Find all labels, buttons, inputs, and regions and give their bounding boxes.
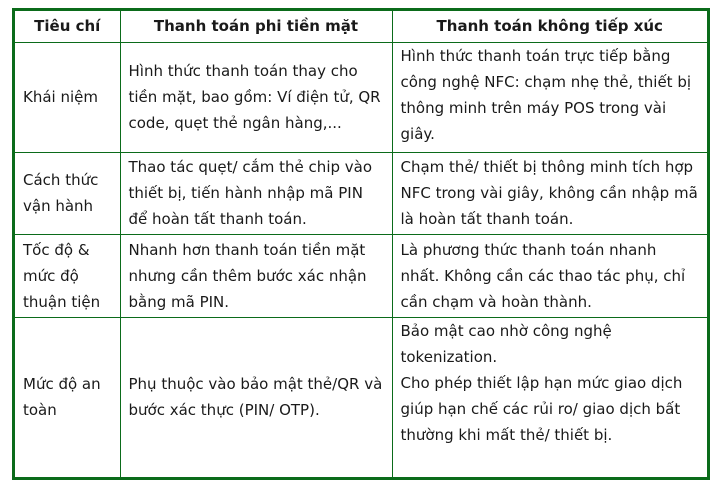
cell-criterion: Cách thức vận hành (15, 152, 120, 234)
cell-contactless: Hình thức thanh toán trực tiếp bằng công nghệ NFC: chạm nhẹ thẻ, thiết bị thông minh trên máy POS trong vài giây. (392, 42, 707, 152)
header-criterion: Tiêu chí (15, 11, 120, 42)
security-line-tokenization: Bảo mật cao nhờ công nghệ tokenization. (400, 321, 612, 366)
cell-contactless (392, 317, 707, 477)
cell-cashless: Thao tác quẹt/ cắm thẻ chip vào thiết bị, tiến hành nhập mã PIN để hoàn tất thanh toán. (120, 152, 392, 234)
cell-criterion: Khái niệm (15, 42, 120, 152)
table-row-security (15, 317, 707, 477)
security-line-limits: Cho phép thiết lập hạn mức giao dịch giúp hạn chế các rủi ro/ giao dịch bất thường khi mất thẻ/ thiết bị. (400, 373, 683, 444)
table-row-speed-convenience (15, 234, 707, 317)
header-contactless-payment: Thanh toán không tiếp xúc (392, 11, 707, 42)
table-row-concept (15, 42, 707, 152)
cell-cashless: Nhanh hơn thanh toán tiền mặt nhưng cần thêm bước xác nhận bằng mã PIN. (120, 234, 392, 317)
header-cashless-payment: Thanh toán phi tiền mặt (120, 11, 392, 42)
cell-criterion: Mức độ an toàn (15, 317, 120, 477)
table-row-operation (15, 152, 707, 234)
comparison-table (15, 11, 707, 477)
table-header-row (15, 11, 707, 42)
cell-contactless: Chạm thẻ/ thiết bị thông minh tích hợp NFC trong vài giây, không cần nhập mã là hoàn tất thanh toán. (392, 152, 707, 234)
cell-cashless: Hình thức thanh toán thay cho tiền mặt, bao gồm: Ví điện tử, QR code, quẹt thẻ ngân hàng,... (120, 42, 392, 152)
cell-cashless: Phụ thuộc vào bảo mật thẻ/QR và bước xác thực (PIN/ OTP). (120, 317, 392, 477)
comparison-table-container (12, 8, 710, 480)
cell-contactless: Là phương thức thanh toán nhanh nhất. Không cần các thao tác phụ, chỉ cần chạm và hoàn thành. (392, 234, 707, 317)
cell-criterion: Tốc độ & mức độ thuận tiện (15, 234, 120, 317)
